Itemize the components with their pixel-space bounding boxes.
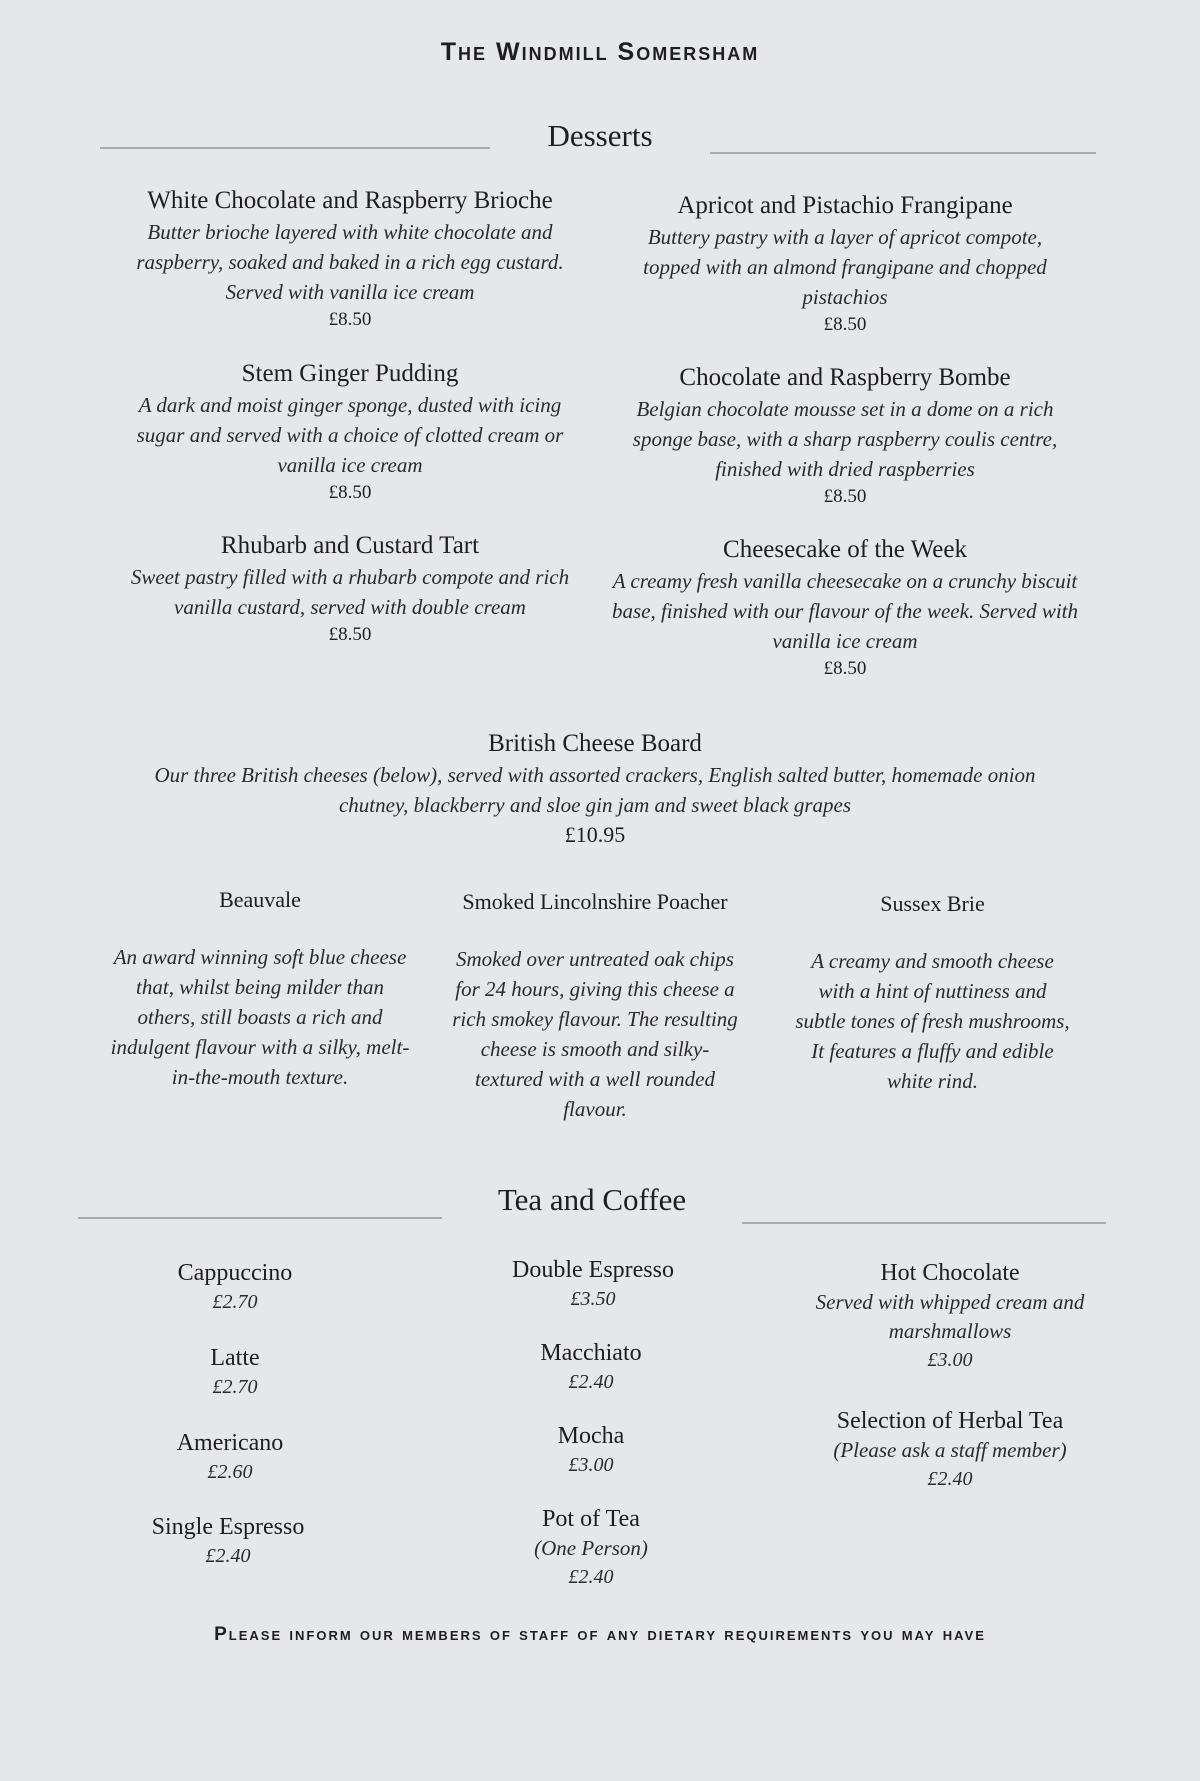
dessert-name: White Chocolate and Raspberry Brioche — [147, 187, 553, 214]
dessert-name: Rhubarb and Custard Tart — [220, 532, 480, 559]
drink-price: £2.70 — [212, 1291, 258, 1313]
cheese-board-description: Our three British cheeses (below), served with assorted crackers, English salted butter, homemade onion chutney, blackberry and sloe gin jam and sweet black grapes — [154, 763, 1036, 817]
drink-price: £2.60 — [207, 1461, 253, 1483]
drink-name: Cappuccino — [177, 1260, 293, 1286]
drink-name: Latte — [210, 1345, 260, 1371]
drink-name: Hot Chocolate — [880, 1260, 1020, 1286]
cheese-board-name: British Cheese Board — [488, 730, 702, 757]
drink-item — [105, 1428, 355, 1486]
dessert-name: Cheesecake of the Week — [723, 536, 967, 563]
drink-item — [466, 1504, 716, 1591]
cheese-name: Beauvale — [219, 887, 301, 912]
restaurant-name: The Windmill Somersham — [440, 38, 760, 66]
drinks-rule-right — [742, 1222, 1106, 1224]
cheese-name: Smoked Lincolnshire Poacher — [462, 889, 728, 914]
dessert-name: Stem Ginger Pudding — [241, 360, 459, 387]
drink-item — [466, 1338, 716, 1396]
drink-name: Selection of Herbal Tea — [836, 1408, 1064, 1434]
desserts-rule-right — [710, 152, 1096, 154]
drink-price: £3.00 — [568, 1454, 614, 1476]
drink-note: (Please ask a staff member) — [833, 1438, 1067, 1462]
dessert-description: Sweet pastry filled with a rhubarb compote and rich vanilla custard, served with double cream — [130, 565, 570, 619]
drink-name: Double Espresso — [512, 1257, 674, 1283]
drinks-title: Tea and Coffee — [497, 1182, 687, 1217]
drink-name: Single Espresso — [151, 1514, 305, 1540]
desserts-rule-left — [100, 147, 490, 149]
dessert-item — [110, 530, 590, 648]
drink-item — [103, 1512, 353, 1570]
dietary-notice: Please inform our members of staff of any dietary requirements you may have — [214, 1624, 986, 1645]
drink-item — [468, 1255, 718, 1313]
drinks-rule-left — [78, 1217, 442, 1219]
dessert-description: Belgian chocolate mousse set in a dome on a rich sponge base, with a sharp raspberry coulis centre, finished with dried raspberries — [632, 397, 1058, 481]
drink-price: £2.40 — [568, 1371, 614, 1393]
drink-item — [110, 1343, 360, 1401]
dessert-price: £8.50 — [328, 482, 372, 503]
cheese-description: A creamy and smooth cheese with a hint of nuttiness and subtle tones of fresh mushrooms, It features a fluffy and edible white rind. — [795, 949, 1070, 1093]
drink-price: £2.40 — [205, 1545, 251, 1567]
drink-price: £2.70 — [212, 1376, 258, 1398]
drink-name: Mocha — [557, 1423, 625, 1449]
dessert-description: Buttery pastry with a layer of apricot compote, topped with an almond frangipane and chopped pistachios — [643, 225, 1047, 309]
desserts-title: Desserts — [547, 118, 653, 153]
dessert-price: £8.50 — [823, 486, 867, 507]
cheese-name: Sussex Brie — [880, 891, 985, 916]
drink-price: £3.00 — [927, 1349, 973, 1371]
dessert-description: A dark and moist ginger sponge, dusted with icing sugar and served with a choice of clotted cream or vanilla ice cream — [136, 393, 564, 477]
dessert-name: Chocolate and Raspberry Bombe — [679, 364, 1011, 391]
dessert-item — [120, 358, 580, 506]
dessert-item — [615, 190, 1075, 338]
drink-price: £2.40 — [568, 1566, 614, 1588]
drink-note: Served with whipped cream and marshmallows — [815, 1290, 1085, 1343]
dessert-price: £8.50 — [823, 314, 867, 335]
drink-item — [805, 1258, 1095, 1374]
cheese-item — [110, 886, 410, 1092]
drink-item — [800, 1406, 1100, 1493]
drink-item — [466, 1421, 716, 1479]
cheese-item — [785, 890, 1080, 1096]
dessert-item — [110, 185, 590, 333]
dessert-price: £8.50 — [328, 309, 372, 330]
drink-item — [110, 1258, 360, 1316]
drink-name: Americano — [176, 1430, 284, 1456]
dessert-price: £8.50 — [823, 658, 867, 679]
drink-price: £2.40 — [927, 1468, 973, 1490]
drink-name: Pot of Tea — [542, 1506, 640, 1532]
cheese-item — [445, 888, 745, 1124]
dessert-name: Apricot and Pistachio Frangipane — [677, 192, 1013, 219]
dessert-description: Butter brioche layered with white chocolate and raspberry, soaked and baked in a rich egg custard. Served with vanilla ice cream — [136, 220, 564, 304]
drink-note: (One Person) — [534, 1536, 648, 1560]
dessert-item — [605, 534, 1085, 682]
dessert-description: A creamy fresh vanilla cheesecake on a crunchy biscuit base, finished with our flavour of the week. Served with vanilla ice cream — [611, 569, 1079, 653]
cheese-board-price: £10.95 — [564, 822, 626, 847]
drink-name: Macchiato — [540, 1340, 642, 1366]
cheese-board — [100, 728, 1090, 850]
cheese-description: Smoked over untreated oak chips for 24 hours, giving this cheese a rich smokey flavour. The resulting cheese is smooth and silky-textured with a well rounded flavour. — [452, 947, 738, 1121]
drink-price: £3.50 — [570, 1288, 616, 1310]
cheese-description: An award winning soft blue cheese that, whilst being milder than others, still boasts a rich and indulgent flavour with a silky, melt-in-the-mouth texture. — [110, 945, 410, 1089]
dessert-price: £8.50 — [328, 624, 372, 645]
dessert-item — [605, 362, 1085, 510]
